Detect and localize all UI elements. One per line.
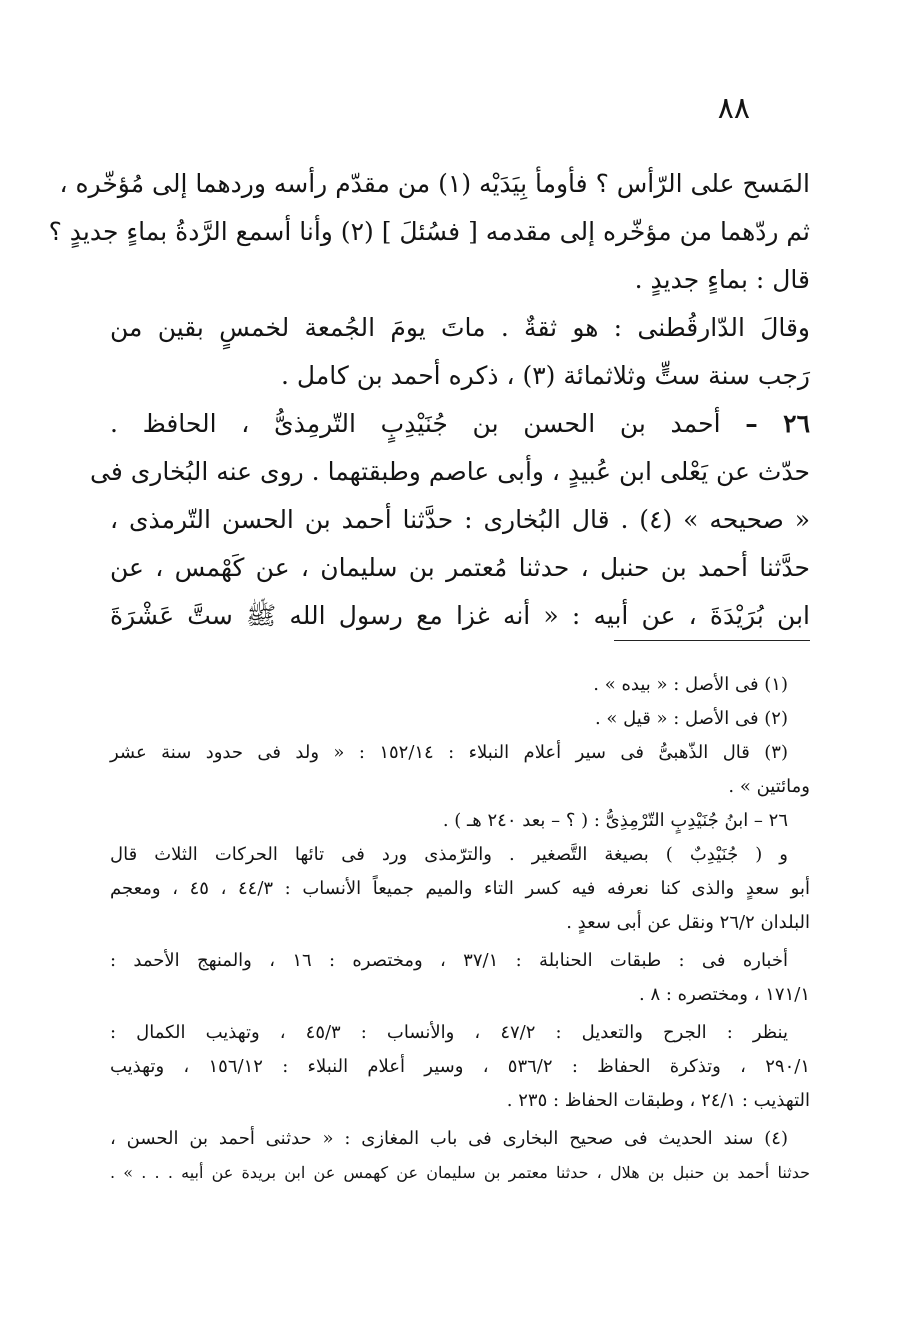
footnote-divider [614, 640, 810, 641]
footnote-3: (٣) قال الذّهبىُّ فى سير أعلام النبلاء : ١٥٢/١٤ : « ولد فى حدود سنة عشر [110, 742, 788, 763]
footnotes [110, 668, 810, 1190]
footnote-4-cont: حدثنا أحمد بن حنبل بن هلال ، حدثنا معتمر بن سليمان عن كهمس عن ابن بريدة عن أبيه . . . » . [110, 1163, 810, 1182]
text-line: « صحيحه » (٤) . قال البُخارى : حدَّثنا أحمد بن الحسن التّرمذى ، [110, 505, 810, 534]
text-line: المَسح على الرّأس ؟ فأومأ بِيَدَيْه (١) من مقدّم رأسه وردهما إلى مُؤخّره ، [59, 169, 810, 198]
text-line: قال : بماءٍ جديدٍ . [634, 265, 810, 294]
entry-note-heading: ٢٦ – ابنُ جُنَيْدِبٍ التّرْمِذِىُّ : ( ؟ – بعد ٢٤٠ هـ ) . [442, 810, 788, 831]
footnote-3-cont: ومائتين » . [728, 776, 810, 797]
text-line: رَجب سنة ستٍّ وثلاثمائة (٣) ، ذكره أحمد بن كامل . [281, 361, 810, 390]
akhbar-note-line: ١٧١/١ ، ومختصره : ٨ . [639, 984, 810, 1005]
main-text [48, 160, 810, 640]
references-note-line: ينظر : الجرح والتعديل : ٤٧/٢ ، والأنساب : ٤٥/٣ ، وتهذيب الكمال : [110, 1022, 788, 1043]
footnote-1: (١) فى الأصل : « بيده » . [593, 674, 788, 695]
text-line: وقالَ الدّارقُطنى : هو ثقةٌ . ماتَ يومَ الجُمعة لخمسٍ بقين من [110, 313, 810, 342]
entry-note-line: أبو سعدٍ والذى كنا نعرفه فيه كسر التاء والميم جميعاً الأنساب : ٤٤/٣ ، ٤٥ ، ومعجم [110, 878, 810, 899]
entry-heading-line [110, 400, 810, 448]
footnote-2: (٢) فى الأصل : « قيل » . [594, 708, 788, 729]
text-line: حدَّثنا أحمد بن حنبل ، حدثنا مُعتمر بن سليمان ، عن كَهْمس ، عن [110, 553, 810, 582]
text-line: ابن بُرَيْدَةَ ، عن أبيه : « أنه غزا مع رسول الله ﷺ ستَّ عَشْرَةَ [110, 601, 810, 630]
entry-number: ٢٦ – [745, 409, 810, 438]
entry-note-line: و ( جُنَيْدِبٌ ) بصيغة التَّصغير . والترّمذى ورد فى تائها الحركات الثلاث قال [110, 844, 788, 865]
references-note-line: التهذيب : ٢٤/١ ، وطبقات الحفاظ : ٢٣٥ . [506, 1090, 810, 1111]
text-line: ثم ردّهما من مؤخّره إلى مقدمه [ فسُئلَ ] (٢) وأنا أسمع الرَّدةُ بماءٍ جديدٍ ؟ [48, 217, 810, 246]
page-number: ٨٨ [717, 91, 750, 126]
references-note-line: ٢٩٠/١ ، وتذكرة الحفاظ : ٥٣٦/٢ ، وسير أعلام النبلاء : ١٥٦/١٢ ، وتهذيب [110, 1056, 810, 1077]
entry-heading-text: أحمد بن الحسن بن جُنَيْدِبٍ التّرمِذىُّ ، الحافظ . [110, 409, 721, 438]
text-line: حدّث عن يَعْلى ابن عُبيدٍ ، وأبى عاصم وطبقتهما . روى عنه البُخارى فى [90, 457, 810, 486]
akhbar-note-line: أخباره فى : طبقات الحنابلة : ٣٧/١ ، ومختصره : ١٦ ، والمنهج الأحمد : [110, 950, 788, 971]
entry-note-line: البلدان ٢٦/٢ ونقل عن أبى سعدٍ . [566, 912, 810, 933]
footnote-4: (٤) سند الحديث فى صحيح البخارى فى باب المغازى : « حدثنى أحمد بن الحسن ، [110, 1128, 788, 1149]
